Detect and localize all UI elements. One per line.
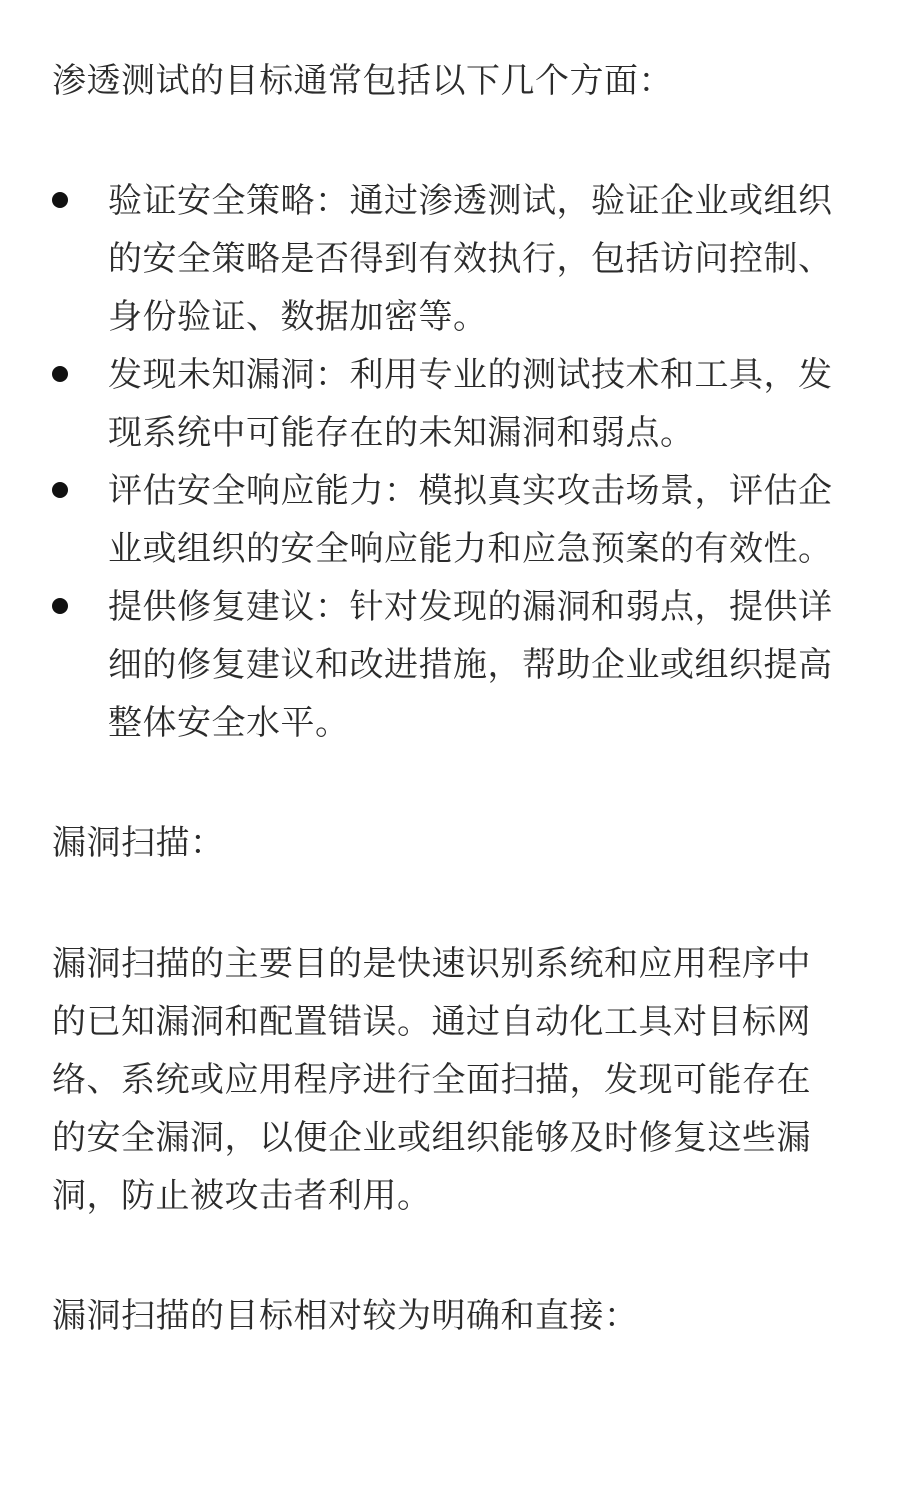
list-item — [0, 462, 853, 578]
bullet-icon — [52, 366, 68, 382]
vuln-scan-paragraph: 漏洞扫描的主要目的是快速识别系统和应用程序中的已知漏洞和配置错误。通过自动化工具对目标网络、系统或应用程序进行全面扫描，发现可能存在的安全漏洞，以便企业或组织能够及时修复这些漏洞，防止被攻击者利用。 — [52, 944, 811, 1216]
list-item-text: 验证安全策略：通过渗透测试，验证企业或组织的安全策略是否得到有效执行，包括访问控制、身份验证、数据加密等。 — [108, 181, 833, 337]
bullet-icon — [52, 482, 68, 498]
list-item-text: 发现未知漏洞：利用专业的测试技术和工具，发现系统中可能存在的未知漏洞和弱点。 — [108, 355, 833, 453]
vuln-scan-goals-intro: 漏洞扫描的目标相对较为明确和直接： — [52, 1296, 639, 1336]
list-item-text: 评估安全响应能力：模拟真实攻击场景，评估企业或组织的安全响应能力和应急预案的有效性。 — [108, 471, 833, 569]
intro-paragraph: 渗透测试的目标通常包括以下几个方面： — [52, 61, 673, 101]
bullet-icon — [52, 192, 68, 208]
vuln-scan-heading: 漏洞扫描： — [52, 823, 225, 863]
list-item — [0, 578, 853, 752]
bullet-icon — [52, 598, 68, 614]
goals-list — [0, 172, 900, 752]
list-item-text: 提供修复建议：针对发现的漏洞和弱点，提供详细的修复建议和改进措施，帮助企业或组织提高整体安全水平。 — [108, 587, 833, 743]
list-item — [0, 346, 853, 462]
list-item — [0, 172, 853, 346]
